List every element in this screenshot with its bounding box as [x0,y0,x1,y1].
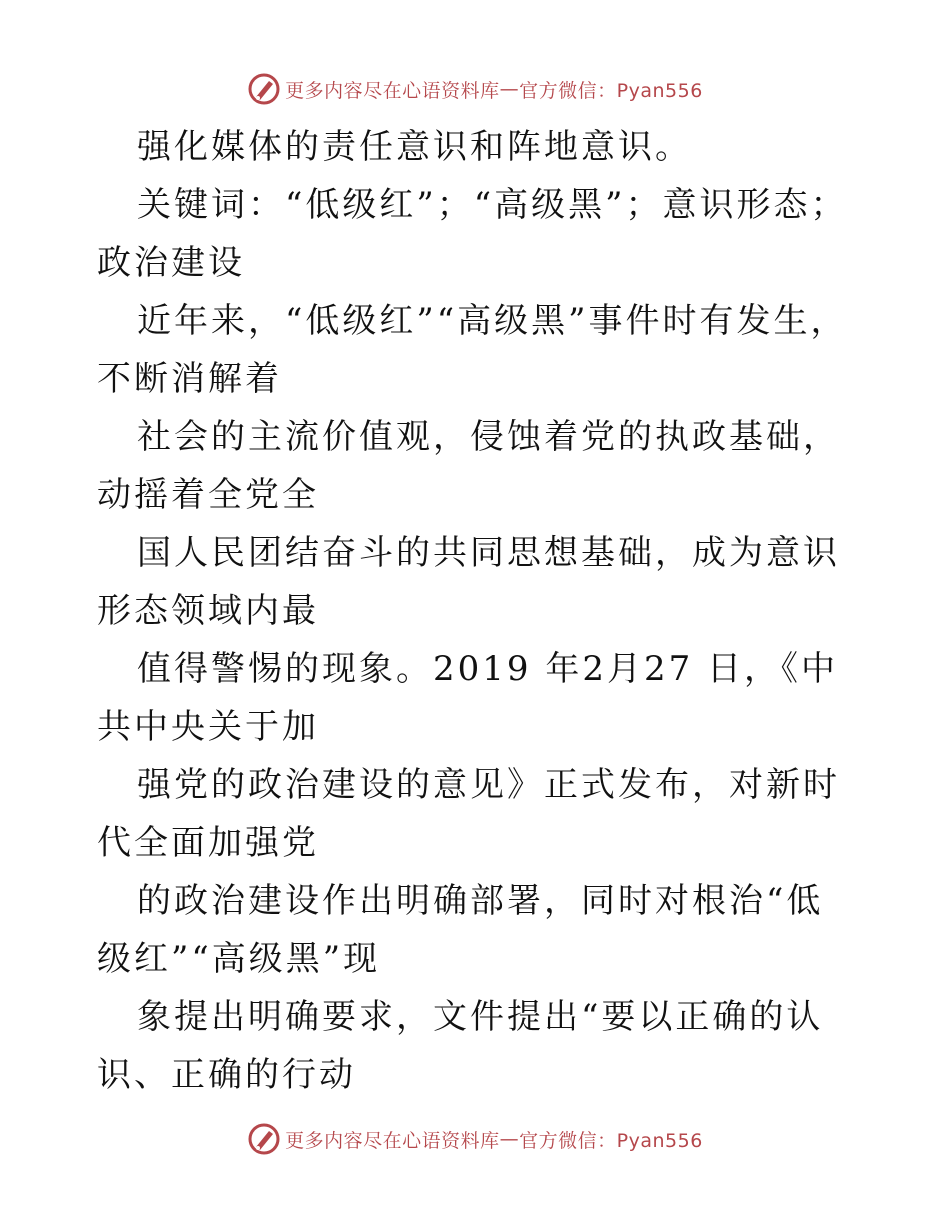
paragraph-line: 强化媒体的责任意识和阵地意识。 [137,127,692,167]
footer-wechat-text: 官方微信：Pyan556 [519,1129,703,1152]
header-banner [0,72,950,106]
footer-separator: — [499,1128,520,1150]
document-body [97,118,857,1104]
paragraph-line: 社会的主流价值观，侵蚀着党的执政基础，动摇着全党全 [97,417,840,515]
paragraph-line: 强党的政治建设的意见》正式发布，对新时代全面加强党 [97,765,840,863]
header-separator: — [499,78,520,100]
paragraph-line: 象提出明确要求，文件提出“要以正确的认识、正确的行动 [97,997,824,1095]
paragraph-line: 关键词：“低级红”；“高级黑”；意识形态；政治建设 [97,185,848,283]
paragraph-line: 值得警惕的现象。2019 年2月27 日，《中共中央关于加 [97,649,839,747]
footer-banner [0,1122,950,1156]
paragraph-line: 的政治建设作出明确部署，同时对根治“低级红”“高级黑”现 [97,881,824,979]
paragraph-line: 近年来，“低级红”“高级黑”事件时有发生，不断消解着 [97,301,848,399]
pen-logo-icon [247,1122,281,1156]
header-site-text: 更多内容尽在心语资料库 [285,79,500,102]
paragraph-line: 国人民团结奋斗的共同思想基础，成为意识形态领域内最 [97,533,840,631]
pen-logo-icon [247,72,281,106]
footer-site-text: 更多内容尽在心语资料库 [285,1129,500,1152]
header-wechat-text: 官方微信：Pyan556 [519,79,703,102]
